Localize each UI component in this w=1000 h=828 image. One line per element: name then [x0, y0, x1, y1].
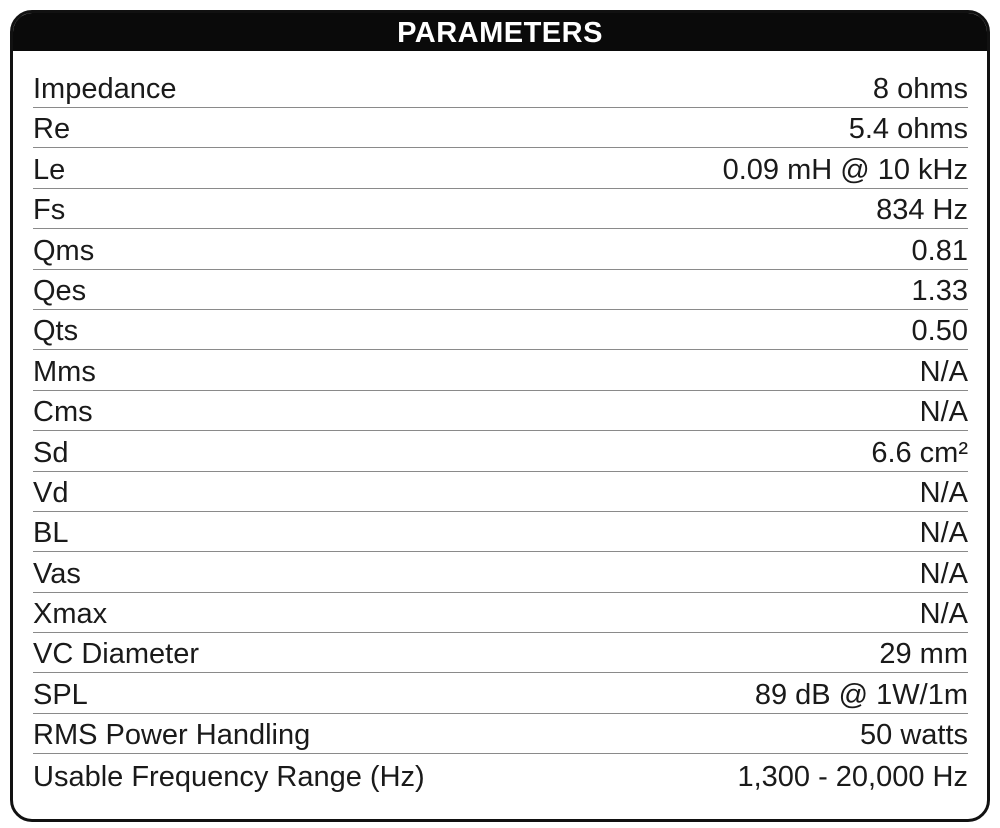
- table-row: [33, 352, 968, 391]
- parameter-label: Le: [33, 153, 66, 186]
- parameter-label: SPL: [33, 678, 88, 711]
- parameter-value: N/A: [919, 476, 968, 509]
- parameter-label: Mms: [33, 355, 96, 388]
- parameter-label: VC Diameter: [33, 638, 199, 671]
- parameter-label: Cms: [33, 396, 93, 429]
- parameter-label: BL: [33, 517, 69, 550]
- parameter-label: Sd: [33, 436, 69, 469]
- parameter-value: 8 ohms: [872, 73, 968, 105]
- parameter-label: Usable Frequency Range (Hz): [33, 760, 425, 793]
- parameter-value: N/A: [919, 598, 968, 631]
- parameter-value: 0.50: [911, 315, 968, 348]
- table-row: [33, 634, 968, 673]
- table-row: [33, 433, 968, 472]
- parameter-label: Impedance: [33, 73, 177, 105]
- parameter-value: N/A: [919, 355, 968, 388]
- parameter-value: 834 Hz: [876, 194, 968, 227]
- parameter-value: N/A: [919, 396, 968, 429]
- table-row: [33, 190, 968, 229]
- table-row: [33, 150, 968, 189]
- parameter-value: N/A: [919, 557, 968, 590]
- table-row: [33, 594, 968, 633]
- parameter-value: 0.81: [911, 234, 968, 267]
- parameter-value: 6.6 cm²: [871, 436, 968, 469]
- parameter-value: 29 mm: [879, 638, 968, 671]
- parameter-label: Qts: [33, 315, 79, 348]
- parameter-value: 50 watts: [860, 719, 968, 752]
- table-row: [33, 513, 968, 552]
- parameter-value: 89 dB @ 1W/1m: [754, 678, 968, 711]
- table-row: [33, 311, 968, 350]
- parameter-label: Qms: [33, 234, 95, 267]
- parameter-label: Re: [33, 113, 71, 146]
- table-row: [33, 473, 968, 512]
- parameter-label: Vas: [33, 557, 81, 590]
- parameter-rows: [33, 69, 968, 796]
- parameter-label: Qes: [33, 274, 87, 307]
- table-row: [33, 554, 968, 593]
- table-row: [33, 109, 968, 148]
- table-row: [33, 715, 968, 754]
- parameters-table: [10, 10, 990, 822]
- parameter-value: 1,300 - 20,000 Hz: [737, 760, 968, 793]
- table-header: PARAMETERS: [13, 13, 987, 51]
- parameter-value: 1.33: [911, 274, 968, 307]
- parameter-value: N/A: [919, 517, 968, 550]
- parameter-value: 5.4 ohms: [848, 113, 968, 146]
- parameter-value: 0.09 mH @ 10 kHz: [722, 153, 968, 186]
- parameter-label: Fs: [33, 194, 66, 227]
- table-row: [33, 675, 968, 714]
- table-row: [33, 392, 968, 431]
- parameter-label: RMS Power Handling: [33, 719, 311, 752]
- table-row: [33, 756, 968, 795]
- parameter-label: Vd: [33, 476, 69, 509]
- table-row: [33, 69, 968, 108]
- parameter-label: Xmax: [33, 598, 108, 631]
- table-row: [33, 231, 968, 270]
- table-row: [33, 271, 968, 310]
